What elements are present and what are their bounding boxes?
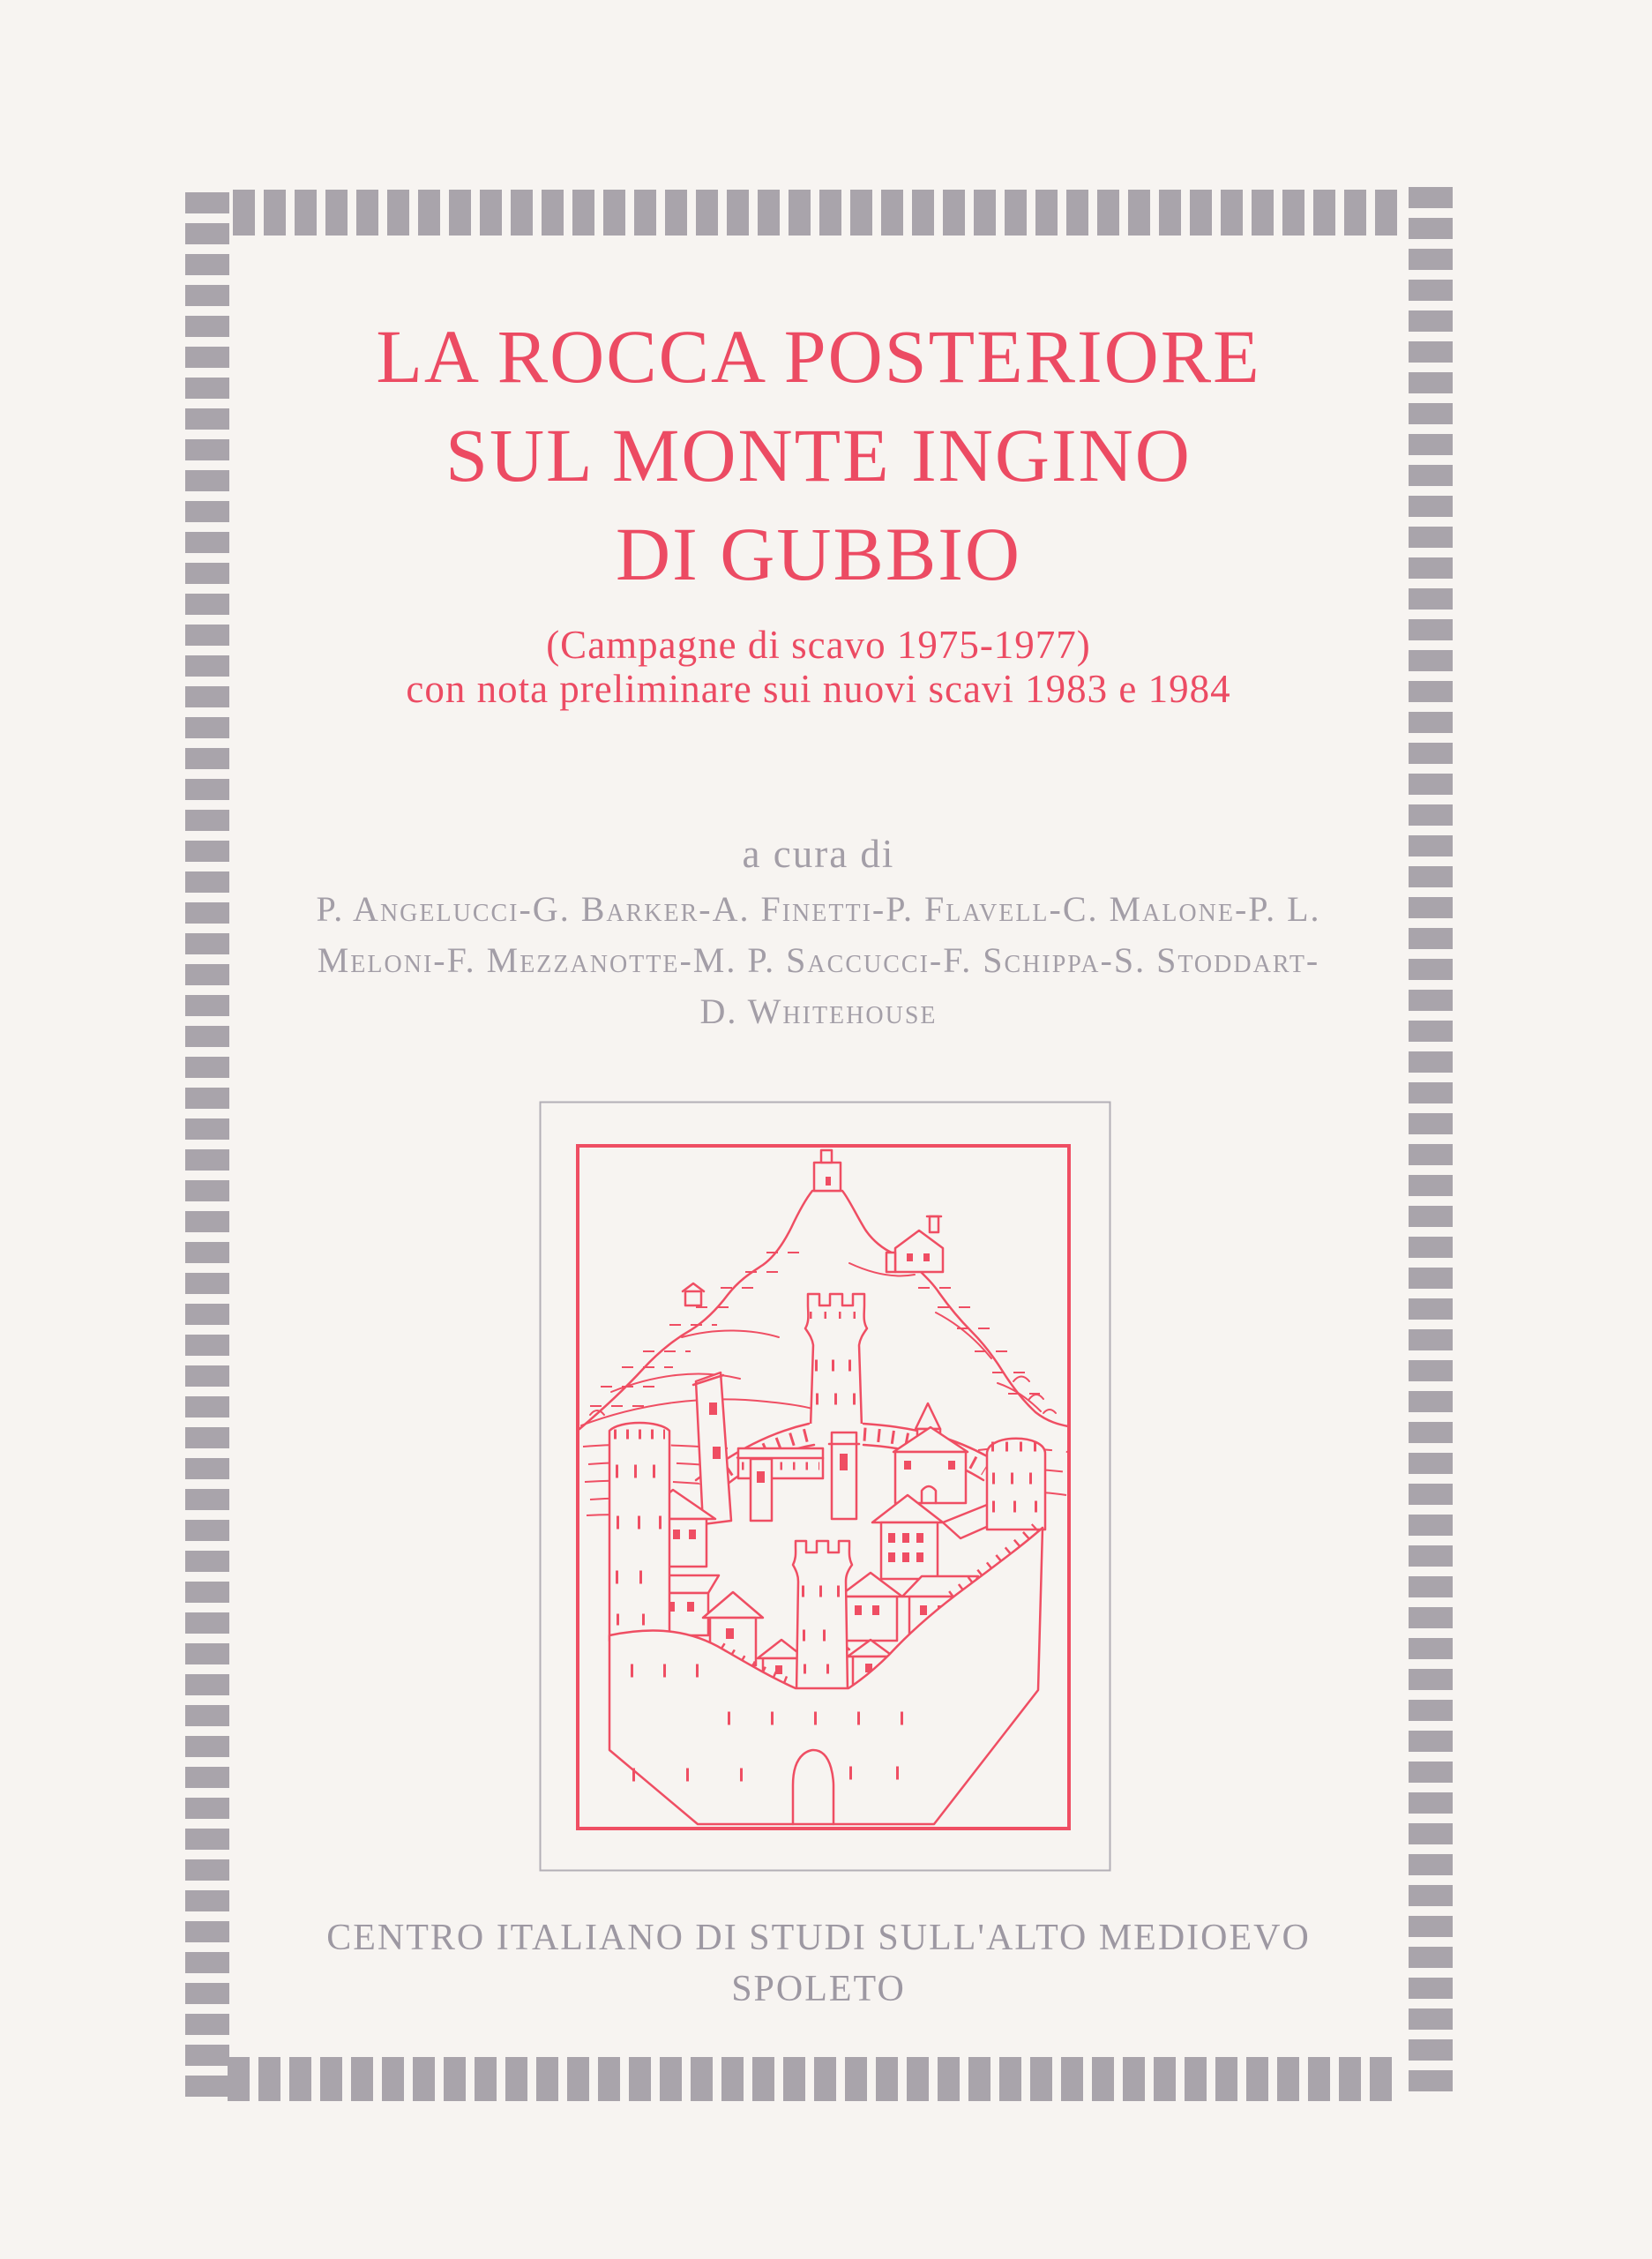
editors-line-2: Meloni-F. Mezzanotte-M. P. Saccucci-F. Schippa-S. Stoddart- bbox=[317, 940, 1320, 980]
editors-line-1: P. Angelucci-G. Barker-A. Finetti-P. Flavell-C. Malone-P. L. bbox=[316, 889, 1321, 929]
fortress-woodcut-illustration bbox=[539, 1101, 1111, 1872]
book-title bbox=[183, 307, 1454, 603]
editors-names bbox=[183, 884, 1454, 1037]
editors-line-3: D. Whitehouse bbox=[699, 991, 938, 1031]
ornament-border-top bbox=[233, 190, 1399, 236]
editors-label: a cura di bbox=[742, 832, 895, 876]
title-line-1: LA ROCCA POSTERIORE bbox=[376, 314, 1261, 399]
title-line-3: DI GUBBIO bbox=[616, 512, 1021, 596]
publisher-imprint bbox=[183, 1912, 1454, 2015]
subtitle-line-1: (Campagne di scavo 1975-1977) bbox=[546, 623, 1091, 667]
title-line-2: SUL MONTE INGINO bbox=[445, 413, 1192, 497]
publisher-city: SPOLETO bbox=[731, 1969, 906, 2009]
subtitle-line-2: con nota preliminare sui nuovi scavi 1983 e 1984 bbox=[406, 667, 1231, 711]
ornament-border-bottom bbox=[228, 2057, 1397, 2101]
publisher-name: CENTRO ITALIANO DI STUDI SULL'ALTO MEDIOEVO bbox=[326, 1918, 1311, 1958]
book-subtitle bbox=[183, 623, 1454, 711]
